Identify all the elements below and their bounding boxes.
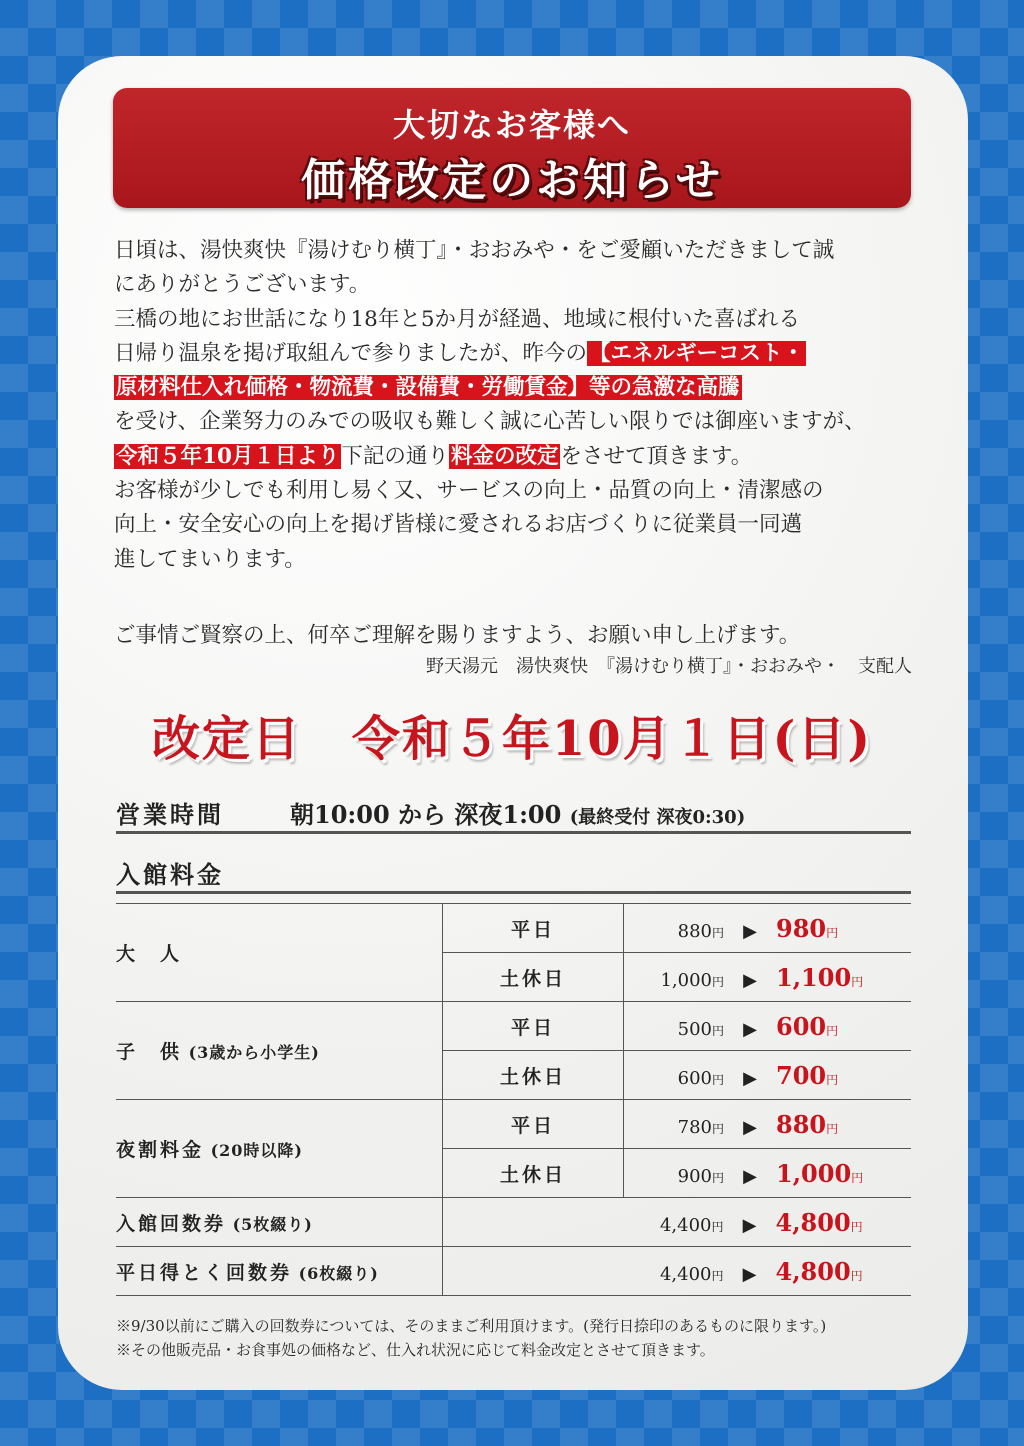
yen-unit: 円 [711, 925, 724, 940]
table-row [116, 1100, 911, 1149]
business-hours [116, 795, 911, 834]
hours-time: 朝10:00 から 深夜1:00 [290, 800, 562, 829]
title-banner [113, 88, 911, 208]
arrow-right-icon: ▶ [743, 1165, 757, 1187]
yen-unit: 円 [851, 974, 864, 989]
price-cell [624, 1100, 912, 1149]
new-price-value: 1,000 [776, 1158, 852, 1188]
new-price [776, 1257, 863, 1286]
arrow-right-icon: ▶ [742, 1214, 757, 1236]
category-note: (20時以降) [204, 1141, 303, 1160]
old-price-value: 500 [677, 1018, 712, 1040]
day-type: 土休日 [443, 1149, 624, 1198]
old-price-value: 4,400 [659, 1263, 712, 1285]
yen-unit: 円 [826, 925, 839, 940]
table-row [116, 1002, 911, 1051]
price-cell [624, 1002, 912, 1051]
highlight-text: 令和５年10月１日より [116, 443, 340, 469]
highlight-text: 原材料仕入れ価格・物流費・設備費・労働賃金】等の急激な高騰 [116, 375, 740, 401]
price-cell [624, 953, 912, 1002]
body-line [114, 268, 914, 302]
yen-unit: 円 [851, 1170, 864, 1185]
fee-category [116, 904, 443, 1002]
old-price [624, 1166, 724, 1187]
new-price-value: 880 [776, 1109, 827, 1139]
new-price [776, 1208, 863, 1237]
category-note: (3歳から小学生) [182, 1043, 320, 1062]
title-line-1: 大切なお客様へ [392, 106, 631, 144]
yen-unit: 円 [711, 1219, 724, 1234]
price-cell [624, 1198, 912, 1247]
body-line [114, 543, 914, 577]
fee-category [116, 1198, 443, 1247]
revision-date: 改定日 令和５年10月１日(日) [151, 711, 873, 767]
body-text-segment: 日頃は、湯快爽快『湯けむり横丁』・おおみや・をご愛顧いただきまして誠 [114, 238, 835, 263]
empty-cell [443, 1198, 624, 1247]
category-name: 子 供 [116, 1041, 183, 1063]
hours-label: 営業時間 [116, 800, 224, 829]
old-price-value: 880 [677, 920, 712, 942]
arrow-right-icon: ▶ [743, 1067, 757, 1089]
price-cell [624, 1149, 912, 1198]
old-price-value: 1,000 [660, 969, 712, 991]
arrow-right-icon: ▶ [743, 969, 757, 991]
body-line [114, 405, 914, 439]
yen-unit: 円 [826, 1023, 839, 1038]
old-price [624, 921, 724, 942]
arrow-right-icon: ▶ [743, 1018, 757, 1040]
admission-fee-heading: 入館料金 [116, 855, 911, 894]
title-line-2: 価格改定のお知らせ [301, 155, 723, 206]
new-price-value: 700 [776, 1060, 827, 1090]
new-price [776, 1012, 838, 1041]
arrow-right-icon: ▶ [742, 1263, 757, 1285]
closing-text: ご事情ご賢察の上、何卒ご理解を賜りますよう、お願い申し上げます。 [114, 623, 801, 648]
yen-unit: 円 [850, 1219, 863, 1234]
fee-table [116, 903, 911, 1296]
body-line [114, 303, 914, 337]
arrow-right-icon: ▶ [743, 920, 757, 942]
new-price [776, 1061, 838, 1090]
day-type: 平日 [443, 1100, 624, 1149]
old-price [624, 1215, 724, 1236]
new-price-value: 4,800 [775, 1207, 851, 1237]
footnote: ※その他販売品・お食事処の価格など、仕入れ状況に応じて料金改定とさせて頂きます。 [116, 1341, 715, 1359]
body-line [114, 474, 914, 508]
body-line [114, 337, 914, 371]
body-text-segment: 日帰り温泉を掲げ取組んで参りましたが、昨今の [114, 340, 588, 366]
body-text-segment: を受け、企業努力のみでの吸収も難しく誠に心苦しい限りでは御座いますが、 [114, 409, 866, 435]
new-price [776, 1159, 863, 1188]
yen-unit: 円 [826, 1121, 839, 1136]
day-type: 平日 [443, 1002, 624, 1051]
yen-unit: 円 [826, 1072, 839, 1087]
hours-note: (最終受付 深夜0:30) [569, 807, 746, 828]
day-type: 土休日 [443, 1051, 624, 1100]
new-price [776, 963, 863, 992]
body-line [114, 440, 914, 474]
yen-unit: 円 [850, 1268, 863, 1283]
yen-unit: 円 [711, 1268, 724, 1283]
old-price-value: 4,400 [659, 1214, 712, 1236]
category-name: 大 人 [116, 943, 183, 965]
table-row [116, 904, 911, 953]
body-line [114, 371, 914, 405]
old-price [624, 1068, 724, 1089]
hours-value [290, 795, 745, 830]
table-row [116, 1247, 911, 1296]
new-price-value: 1,100 [776, 962, 852, 992]
new-price-value: 4,800 [775, 1256, 851, 1286]
yen-unit: 円 [711, 1121, 724, 1136]
new-price [776, 1110, 838, 1139]
body-text-segment: 向上・安全安心の向上を掲げ皆様に愛されるお店づくりに従業員一同邁 [114, 512, 803, 538]
highlight-text: 料金の改定 [450, 443, 559, 469]
yen-unit: 円 [711, 1023, 724, 1038]
fee-category [116, 1002, 443, 1100]
body-text-segment: にありがとうございます。 [114, 272, 371, 298]
body-text-segment: 三橋の地にお世話になり18年と5か月が経過、地域に根付いた喜ばれる [114, 306, 801, 332]
old-price [624, 1019, 724, 1040]
category-note: (5枚綴り) [226, 1214, 313, 1234]
body-text-segment: 下記の通り [341, 443, 449, 469]
footnote: ※9/30以前にご購入の回数券については、そのままご利用頂けます。(発行日捺印のあるものに限ります。) [116, 1317, 827, 1335]
price-cell [624, 1247, 912, 1296]
footnotes [116, 1314, 826, 1362]
category-name: 入館回数券 [116, 1212, 227, 1235]
old-price-value: 780 [677, 1116, 712, 1138]
old-price [624, 1117, 724, 1138]
day-type: 平日 [443, 904, 624, 953]
old-price-value: 900 [677, 1165, 712, 1187]
old-price [624, 1264, 724, 1285]
notice-body [114, 234, 914, 577]
table-row [116, 1198, 911, 1247]
empty-cell [443, 1247, 624, 1296]
body-line [114, 508, 914, 542]
body-text-segment: 進してまいります。 [114, 546, 306, 572]
day-type: 土休日 [443, 953, 624, 1002]
fee-category [116, 1247, 443, 1296]
fee-category [116, 1100, 443, 1198]
yen-unit: 円 [711, 974, 724, 989]
signature: 野天湯元 湯快爽快 『湯けむり横丁』・おおみや・ 支配人 [426, 656, 912, 677]
arrow-right-icon: ▶ [743, 1116, 757, 1138]
price-cell [624, 904, 912, 953]
yen-unit: 円 [711, 1072, 724, 1087]
old-price-value: 600 [677, 1067, 712, 1089]
category-name: 夜割料金 [116, 1139, 205, 1161]
body-text-segment: をさせて頂きます。 [560, 443, 753, 469]
new-price [776, 914, 838, 943]
yen-unit: 円 [711, 1170, 724, 1185]
price-cell [624, 1051, 912, 1100]
category-note: (6枚綴り) [292, 1263, 379, 1283]
category-name: 平日得とく回数券 [116, 1261, 293, 1284]
old-price [624, 970, 724, 991]
new-price-value: 980 [776, 913, 827, 943]
body-text-segment: お客様が少しでも利用し易く又、サービスの向上・品質の向上・清潔感の [114, 478, 824, 504]
new-price-value: 600 [776, 1011, 827, 1041]
body-line [114, 234, 914, 268]
highlight-text: 【エネルギーコスト・ [589, 340, 805, 366]
